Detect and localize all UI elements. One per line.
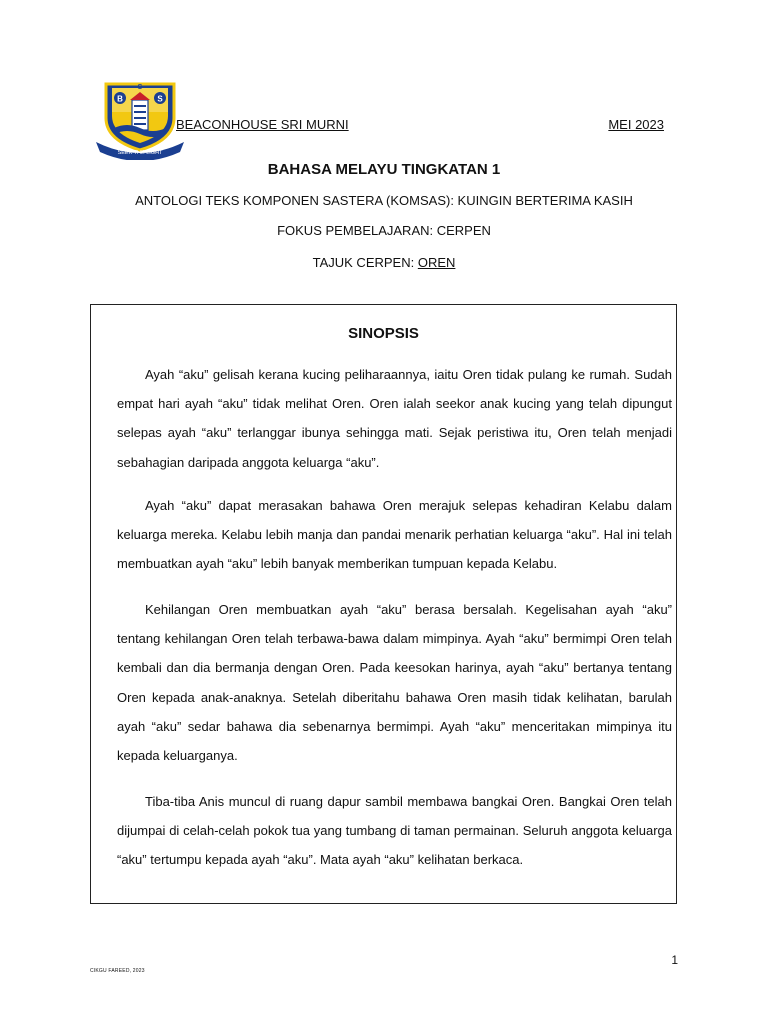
- school-logo: [92, 78, 188, 160]
- synopsis-paragraph-3: Kehilangan Oren membuatkan ayah “aku” berasa bersalah. Kegelisahan ayah “aku” tentang kehilangan Oren telah terbawa-bawa dalam mimpinya. Ayah “aku” bermimpi Oren telah kembali dan dia bermanja dengan Oren. Pada keesokan harinya, ayah “aku” bertanya tentang Oren kepada anak-anaknya. Setelah diberitahu bahawa Oren masih tidak kelihatan, barulah ayah “aku” sedar bahawa dia sebenarnya bermimpi. Ayah “aku” menceritakan mimpinya itu kepada keluarganya.: [117, 602, 672, 764]
- synopsis-box: [90, 304, 677, 904]
- school-crest-icon: [92, 78, 188, 160]
- crest-motto: SEEK THE LIGHT: [117, 150, 163, 156]
- page-number: 1: [671, 953, 678, 967]
- synopsis-paragraph-2: Ayah “aku” dapat merasakan bahawa Oren merajuk selepas kehadiran Kelabu dalam keluarga mereka. Kelabu lebih manja dan pandai menarik perhatian keluarga “aku”. Hal ini telah membuatkan ayah “aku” lebih banyak memberikan tumpuan kepada Kelabu.: [117, 498, 672, 572]
- school-name: BEACONHOUSE SRI MURNI: [176, 117, 349, 132]
- footer-credit: CIKGU FAREED, 2023: [90, 968, 145, 974]
- crest-letter-b: B: [117, 94, 123, 104]
- document-date: MEI 2023: [608, 117, 664, 132]
- anthology-line: ANTOLOGI TEKS KOMPONEN SASTERA (KOMSAS): KUINGIN BERTERIMA KASIH: [135, 193, 633, 208]
- story-title-prefix: TAJUK CERPEN:: [312, 255, 418, 270]
- page-title: BAHASA MELAYU TINGKATAN 1: [267, 161, 501, 178]
- synopsis-paragraph-1: Ayah “aku” gelisah kerana kucing peliharaannya, iaitu Oren tidak pulang ke rumah. Sudah empat hari ayah “aku” tidak melihat Oren. Oren ialah seekor anak kucing yang telah dipungut selepas ayah “aku” terlanggar ibunya sehingga mati. Sejak peristiwa itu, Oren telah menjadi sebahagian daripada anggota keluarga “aku”.: [117, 367, 672, 470]
- synopsis-heading: SINOPSIS: [348, 325, 419, 342]
- learning-focus-line: FOKUS PEMBELAJARAN: CERPEN: [277, 223, 491, 238]
- crest-letter-s2: S: [157, 94, 163, 104]
- synopsis-paragraph-4: Tiba-tiba Anis muncul di ruang dapur sambil membawa bangkai Oren. Bangkai Oren telah dijumpai di celah-celah pokok tua yang tumbang di taman permainan. Seluruh anggota keluarga “aku” tertumpu kepada ayah “aku”. Mata ayah “aku” kelihatan berkaca.: [117, 794, 672, 868]
- story-title-line: [0, 255, 768, 270]
- crest-letter-s1: S: [137, 84, 143, 91]
- story-title-value: OREN: [417, 255, 456, 270]
